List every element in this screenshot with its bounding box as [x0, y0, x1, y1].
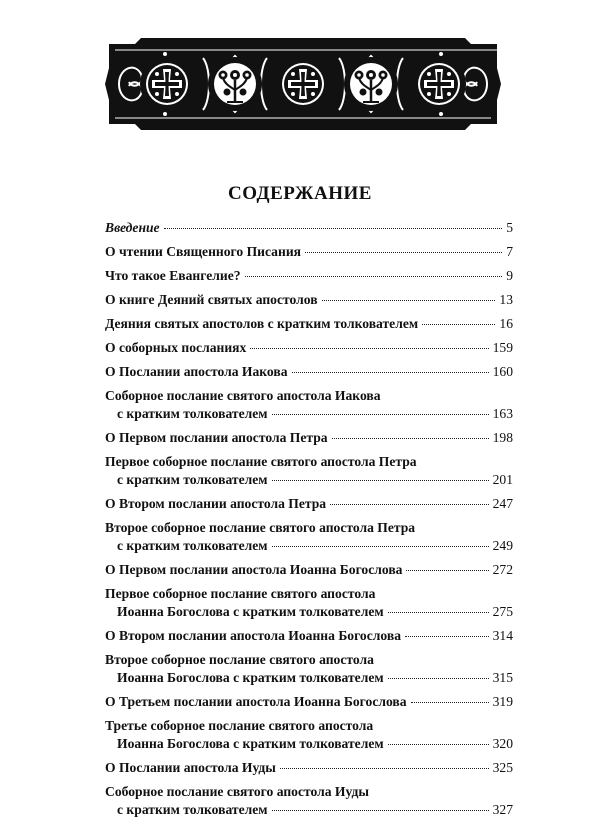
toc-entry-title-line: Соборное послание святого апостола Иуды [105, 784, 369, 799]
toc-entry-title-line: Соборное послание святого апостола Иакова [105, 388, 381, 403]
dot-leader [405, 636, 489, 637]
dot-leader [388, 612, 489, 613]
toc-page-number: 272 [492, 562, 513, 577]
toc-entry-title-line: О Послании апостола Иуды [105, 760, 276, 775]
dot-leader [388, 678, 489, 679]
toc-entry-title-line: Первое соборное послание святого апостола [105, 586, 376, 601]
toc-entry-title-line: с кратким толкователем [117, 802, 268, 817]
toc-page-number: 163 [492, 406, 513, 421]
toc-entry-title-line: Иоанна Богослова с кратким толкователем [117, 736, 384, 751]
dot-leader [406, 570, 488, 571]
toc-page-number: 160 [492, 364, 513, 379]
toc-entry[interactable] [105, 243, 513, 261]
toc-entry-title-line: Введение [105, 220, 160, 235]
toc-entry[interactable] [105, 429, 513, 447]
toc-page-number: 320 [492, 736, 513, 751]
toc-page-number: 275 [492, 604, 513, 619]
toc-page-number: 198 [492, 430, 513, 445]
ornamental-band-icon [105, 38, 501, 130]
dot-leader [272, 810, 489, 811]
dot-leader [422, 324, 495, 325]
toc-entry[interactable] [105, 219, 513, 237]
dot-leader [250, 348, 488, 349]
toc-entry-title-line: с кратким толкователем [117, 406, 268, 421]
toc-page-number: 327 [492, 802, 513, 817]
toc-entry-title-line: с кратким толкователем [117, 472, 268, 487]
toc-entry[interactable] [105, 585, 513, 621]
toc-entry[interactable] [105, 783, 513, 819]
dot-leader [292, 372, 489, 373]
toc-entry-title-line: О Первом послании апостола Петра [105, 430, 328, 445]
toc-page-number: 247 [492, 496, 513, 511]
dot-leader [330, 504, 489, 505]
toc-entry[interactable] [105, 315, 513, 333]
toc-entry[interactable] [105, 363, 513, 381]
toc-entry-title-line: О Втором послании апостола Иоанна Богослова [105, 628, 401, 643]
dot-leader [332, 438, 489, 439]
toc-page-number: 325 [492, 760, 513, 775]
toc-page-number: 16 [499, 316, 513, 331]
dot-leader [164, 228, 503, 229]
toc-page-number: 9 [506, 268, 513, 283]
toc-page-number: 5 [506, 220, 513, 235]
toc-entry[interactable] [105, 291, 513, 309]
toc-page-number: 7 [506, 244, 513, 259]
toc-entry[interactable] [105, 495, 513, 513]
toc-entry-title-line: с кратким толкователем [117, 538, 268, 553]
toc-entry-title-line: Второе соборное послание святого апостола [105, 652, 374, 667]
toc-entry[interactable] [105, 627, 513, 645]
toc-page-number: 249 [492, 538, 513, 553]
dot-leader [245, 276, 503, 277]
toc-entry-title-line: О чтении Священного Писания [105, 244, 302, 259]
toc-entry-title-line: О Послании апостола Иакова [105, 364, 288, 379]
dot-leader [280, 768, 489, 769]
toc-entry-title-line: Третье соборное послание святого апостола [105, 718, 374, 733]
table-of-contents [105, 219, 513, 825]
toc-entry[interactable] [105, 339, 513, 357]
dot-leader [305, 252, 502, 253]
toc-entry-title-line: Иоанна Богослова с кратким толкователем [117, 670, 384, 685]
toc-page-number: 201 [492, 472, 513, 487]
toc-entry[interactable] [105, 651, 513, 687]
toc-page-number: 315 [492, 670, 513, 685]
toc-entry[interactable] [105, 561, 513, 579]
dot-leader [322, 300, 496, 301]
toc-entry[interactable] [105, 693, 513, 711]
toc-entry[interactable] [105, 759, 513, 777]
toc-entry-title-line: О Втором послании апостола Петра [105, 496, 327, 511]
dot-leader [388, 744, 489, 745]
toc-entry[interactable] [105, 267, 513, 285]
dot-leader [272, 480, 489, 481]
toc-entry[interactable] [105, 387, 513, 423]
toc-entry[interactable] [105, 717, 513, 753]
toc-entry[interactable] [105, 519, 513, 555]
toc-entry-title-line: О Первом послании апостола Иоанна Богослова [105, 562, 403, 577]
dot-leader [411, 702, 489, 703]
toc-entry-title-line: Иоанна Богослова с кратким толкователем [117, 604, 384, 619]
toc-entry-title-line: О Третьем послании апостола Иоанна Богослова [105, 694, 407, 709]
toc-page-number: 319 [492, 694, 513, 709]
dot-leader [272, 546, 489, 547]
toc-entry-title-line: Первое соборное послание святого апостола Петра [105, 454, 417, 469]
toc-entry-title-line: О книге Деяний святых апостолов [105, 292, 318, 307]
toc-page-number: 314 [492, 628, 513, 643]
toc-page-number: 13 [499, 292, 513, 307]
dot-leader [272, 414, 489, 415]
page-title: СОДЕРЖАНИЕ [228, 183, 372, 204]
toc-entry-title-line: Деяния святых апостолов с кратким толкователем [105, 316, 419, 331]
toc-page-number: 159 [492, 340, 513, 355]
toc-entry-title-line: О соборных посланиях [105, 340, 247, 355]
toc-entry-title-line: Что такое Евангелие? [105, 268, 241, 283]
toc-entry-title-line: Второе соборное послание святого апостола Петра [105, 520, 416, 535]
toc-entry[interactable] [105, 453, 513, 489]
